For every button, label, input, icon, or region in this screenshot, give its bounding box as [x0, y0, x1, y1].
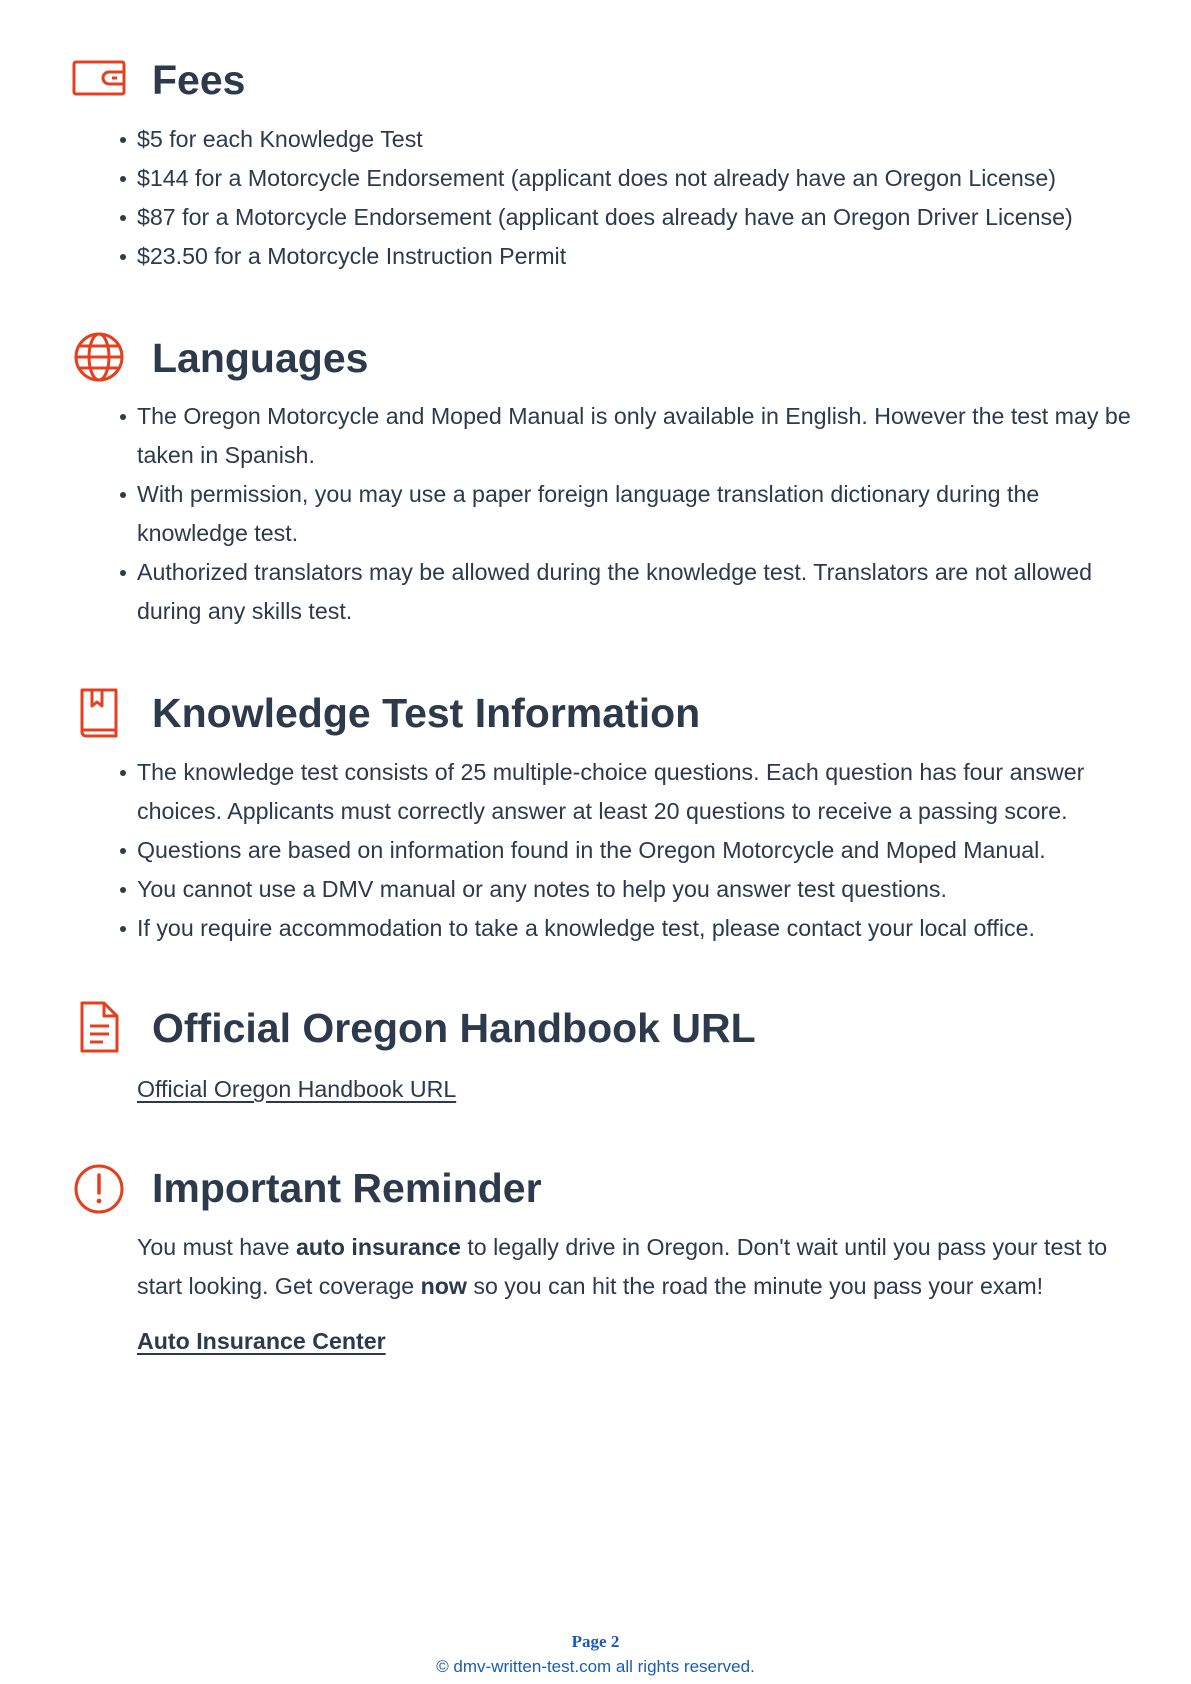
languages-list — [137, 397, 1137, 631]
reminder-text-part: to legally drive in Oregon. Don't wait until you pass your test to start looking. Get coverage — [137, 1234, 1108, 1299]
list-item: You cannot use a DMV manual or any notes to help you answer test questions. — [137, 870, 1137, 909]
copyright: © dmv-written-test.com all rights reserved. — [436, 1657, 755, 1676]
knowledge-list — [137, 753, 1137, 948]
fees-title: Fees — [152, 57, 246, 103]
globe-icon — [72, 330, 126, 384]
list-item: $87 for a Motorcycle Endorsement (applicant does already have an Oregon Driver License) — [137, 198, 1137, 237]
list-item: The knowledge test consists of 25 multiple-choice questions. Each question has four answer choices. Applicants must correctly answer at least 20 questions to receive a passing score. — [137, 753, 1137, 831]
list-item: If you require accommodation to take a knowledge test, please contact your local office. — [137, 909, 1137, 948]
knowledge-title: Knowledge Test Information — [152, 690, 701, 736]
wallet-icon — [72, 51, 126, 105]
list-item: $5 for each Knowledge Test — [137, 120, 1137, 159]
list-item: $23.50 for a Motorcycle Instruction Permit — [137, 237, 1137, 276]
book-icon — [72, 686, 126, 740]
page-number: Page 2 — [571, 1632, 620, 1651]
list-item: Authorized translators may be allowed during the knowledge test. Translators are not allowed during any skills test. — [137, 553, 1137, 631]
reminder-bold-insurance: auto insurance — [295, 1234, 461, 1260]
reminder-text-part: so you can hit the road the minute you pass your exam! — [466, 1273, 1044, 1299]
handbook-link[interactable]: Official Oregon Handbook URL — [137, 1076, 457, 1102]
document-icon — [72, 1000, 126, 1054]
reminder-title: Important Reminder — [152, 1165, 542, 1211]
fees-list — [137, 120, 1137, 276]
auto-insurance-link[interactable]: Auto Insurance Center — [137, 1328, 386, 1354]
list-item: The Oregon Motorcycle and Moped Manual is only available in English. However the test may be taken in Spanish. — [137, 397, 1137, 475]
languages-title: Languages — [152, 335, 369, 381]
alert-icon — [72, 1162, 126, 1216]
list-item: $144 for a Motorcycle Endorsement (applicant does not already have an Oregon License) — [137, 159, 1137, 198]
reminder-text — [137, 1228, 1137, 1306]
list-item: With permission, you may use a paper foreign language translation dictionary during the knowledge test. — [137, 475, 1137, 553]
reminder-bold-now: now — [420, 1273, 467, 1299]
reminder-text-part: You must have — [137, 1234, 296, 1260]
list-item: Questions are based on information found in the Oregon Motorcycle and Moped Manual. — [137, 831, 1137, 870]
handbook-title: Official Oregon Handbook URL — [152, 1005, 756, 1051]
